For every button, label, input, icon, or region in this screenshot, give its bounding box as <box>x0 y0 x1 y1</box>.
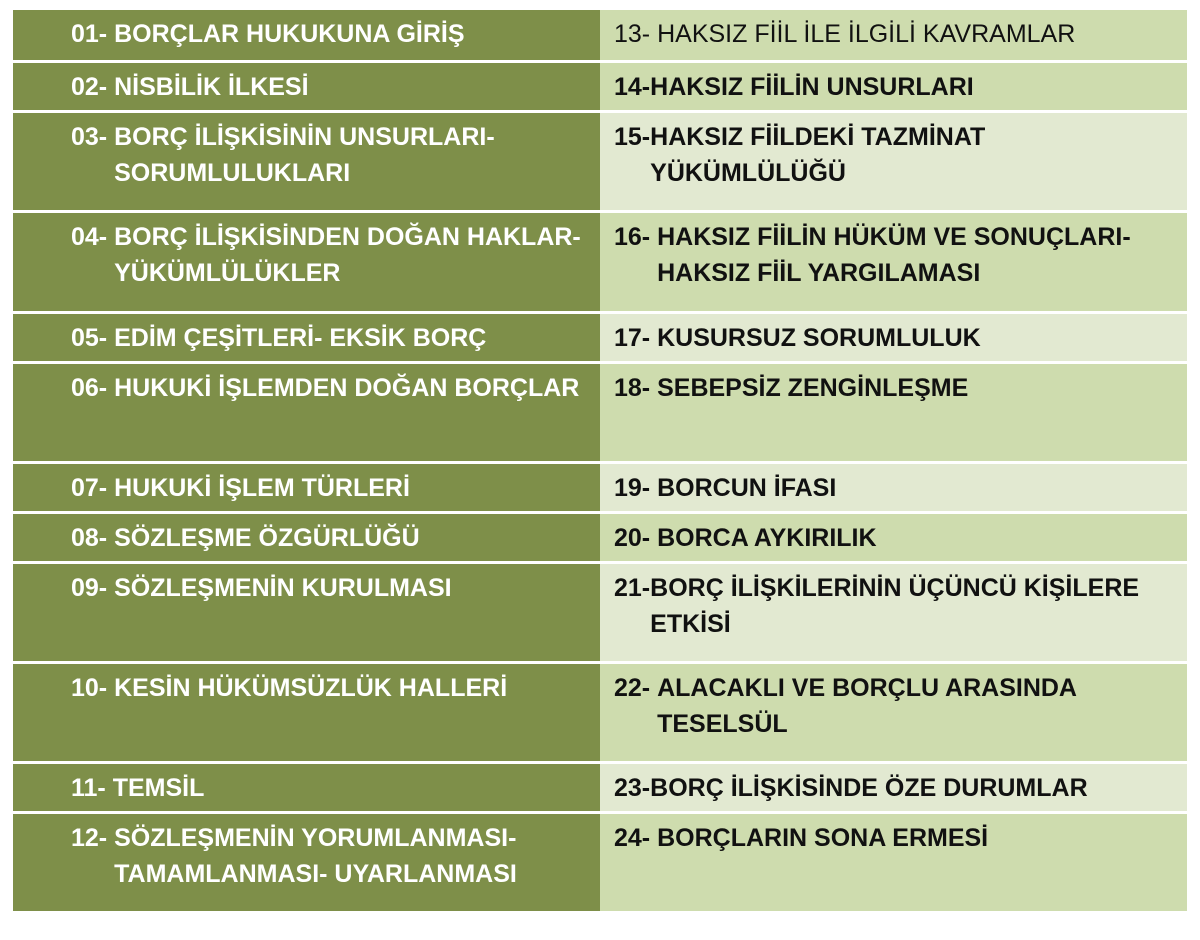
topic-number: 18- <box>614 373 658 402</box>
topic-number: 21- <box>614 573 651 602</box>
topic-cell-11 <box>13 762 600 812</box>
topic-number: 09- <box>71 573 115 602</box>
topic-cell-20 <box>600 512 1187 562</box>
topic-title: HAKSIZ FİİLDEKİ TAZMİNAT YÜKÜMLÜLÜĞÜ <box>650 122 986 187</box>
topic-title: BORÇLARIN SONA ERMESİ <box>657 823 989 852</box>
topic-number: 10- <box>71 673 115 702</box>
topic-number: 08- <box>71 523 115 552</box>
topic-number: 05- <box>71 323 115 352</box>
table-row <box>13 512 1187 562</box>
topic-title: KESİN HÜKÜMSÜZLÜK HALLERİ <box>114 673 508 702</box>
topic-title: BORÇ İLİŞKİSİNDE ÖZE DURUMLAR <box>650 773 1088 802</box>
topic-cell-23 <box>600 762 1187 812</box>
topic-cell-09 <box>13 562 600 662</box>
table-row <box>13 61 1187 111</box>
topic-title: SÖZLEŞME ÖZGÜRLÜĞÜ <box>114 523 420 552</box>
topic-number: 14- <box>614 72 651 101</box>
topics-table <box>13 10 1187 914</box>
topic-number: 20- <box>614 523 658 552</box>
topic-title: BORÇLAR HUKUKUNA GİRİŞ <box>114 20 465 48</box>
topic-title: NİSBİLİK İLKESİ <box>114 72 309 101</box>
topic-cell-07 <box>13 462 600 512</box>
topic-cell-24 <box>600 812 1187 912</box>
topic-number: 15- <box>614 122 651 151</box>
table-row <box>13 10 1187 61</box>
topic-title: HAKSIZ FİİL İLE İLGİLİ KAVRAMLAR <box>657 20 1076 48</box>
topic-cell-04 <box>13 211 600 312</box>
topic-cell-15 <box>600 111 1187 211</box>
topic-title: HAKSIZ FİİLİN UNSURLARI <box>650 72 974 101</box>
topic-cell-06 <box>13 362 600 462</box>
topic-cell-01 <box>13 10 600 61</box>
topic-number: 11- <box>71 773 113 802</box>
topic-number: 16- <box>614 222 658 251</box>
topic-title: SÖZLEŞMENİN YORUMLANMASI- TAMAMLANMASI- UYARLANMASI <box>114 823 517 888</box>
topic-cell-12 <box>13 812 600 912</box>
topic-cell-22 <box>600 662 1187 762</box>
table-row <box>13 762 1187 812</box>
topic-cell-14 <box>600 61 1187 111</box>
topic-title: TEMSİL <box>112 773 205 802</box>
table-row <box>13 211 1187 312</box>
topic-title: SEBEPSİZ ZENGİNLEŞME <box>657 373 969 402</box>
topic-number: 04- <box>71 222 115 251</box>
topic-number: 06- <box>71 373 115 402</box>
topic-number: 02- <box>71 72 115 101</box>
topic-title: HUKUKİ İŞLEMDEN DOĞAN BORÇLAR <box>114 373 580 402</box>
topic-title: HUKUKİ İŞLEM TÜRLERİ <box>114 473 410 502</box>
topic-cell-08 <box>13 512 600 562</box>
topic-number: 22- <box>614 673 658 702</box>
topic-title: SÖZLEŞMENİN KURULMASI <box>114 573 452 602</box>
topic-cell-16 <box>600 211 1187 312</box>
topic-cell-13 <box>600 10 1187 61</box>
topic-cell-10 <box>13 662 600 762</box>
topic-cell-19 <box>600 462 1187 512</box>
table-row <box>13 562 1187 662</box>
table-row <box>13 362 1187 462</box>
topic-cell-18 <box>600 362 1187 462</box>
topic-title: BORCUN İFASI <box>657 473 837 502</box>
table-row <box>13 111 1187 211</box>
topic-number: 23- <box>614 773 651 802</box>
topic-number: 17- <box>614 323 658 352</box>
topic-title: EDİM ÇEŞİTLERİ- EKSİK BORÇ <box>114 323 487 352</box>
topic-cell-05 <box>13 312 600 362</box>
topic-title: HAKSIZ FİİLİN HÜKÜM VE SONUÇLARI- HAKSIZ FİİL YARGILAMASI <box>657 222 1131 287</box>
table-row <box>13 462 1187 512</box>
topic-title: KUSURSUZ SORUMLULUK <box>657 323 981 352</box>
topic-number: 01- <box>71 20 115 48</box>
topic-number: 19- <box>614 473 658 502</box>
topic-number: 24- <box>614 823 658 852</box>
topic-number: 07- <box>71 473 115 502</box>
topic-cell-03 <box>13 111 600 211</box>
table-row <box>13 662 1187 762</box>
topic-cell-21 <box>600 562 1187 662</box>
topic-title: ALACAKLI VE BORÇLU ARASINDA TESELSÜL <box>657 673 1077 738</box>
topic-title: BORÇ İLİŞKİSİNİN UNSURLARI- SORUMLULUKLARI <box>114 122 495 187</box>
table-row <box>13 312 1187 362</box>
topic-title: BORÇ İLİŞKİSİNDEN DOĞAN HAKLAR- YÜKÜMLÜLÜKLER <box>114 222 581 287</box>
topic-title: BORÇ İLİŞKİLERİNİN ÜÇÜNCÜ KİŞİLERE ETKİSİ <box>650 573 1140 638</box>
topic-number: 12- <box>71 823 115 852</box>
topic-title: BORCA AYKIRILIK <box>657 523 877 552</box>
topic-cell-17 <box>600 312 1187 362</box>
table-row <box>13 812 1187 912</box>
topic-cell-02 <box>13 61 600 111</box>
topic-number: 13- <box>614 20 658 48</box>
topic-number: 03- <box>71 122 115 151</box>
